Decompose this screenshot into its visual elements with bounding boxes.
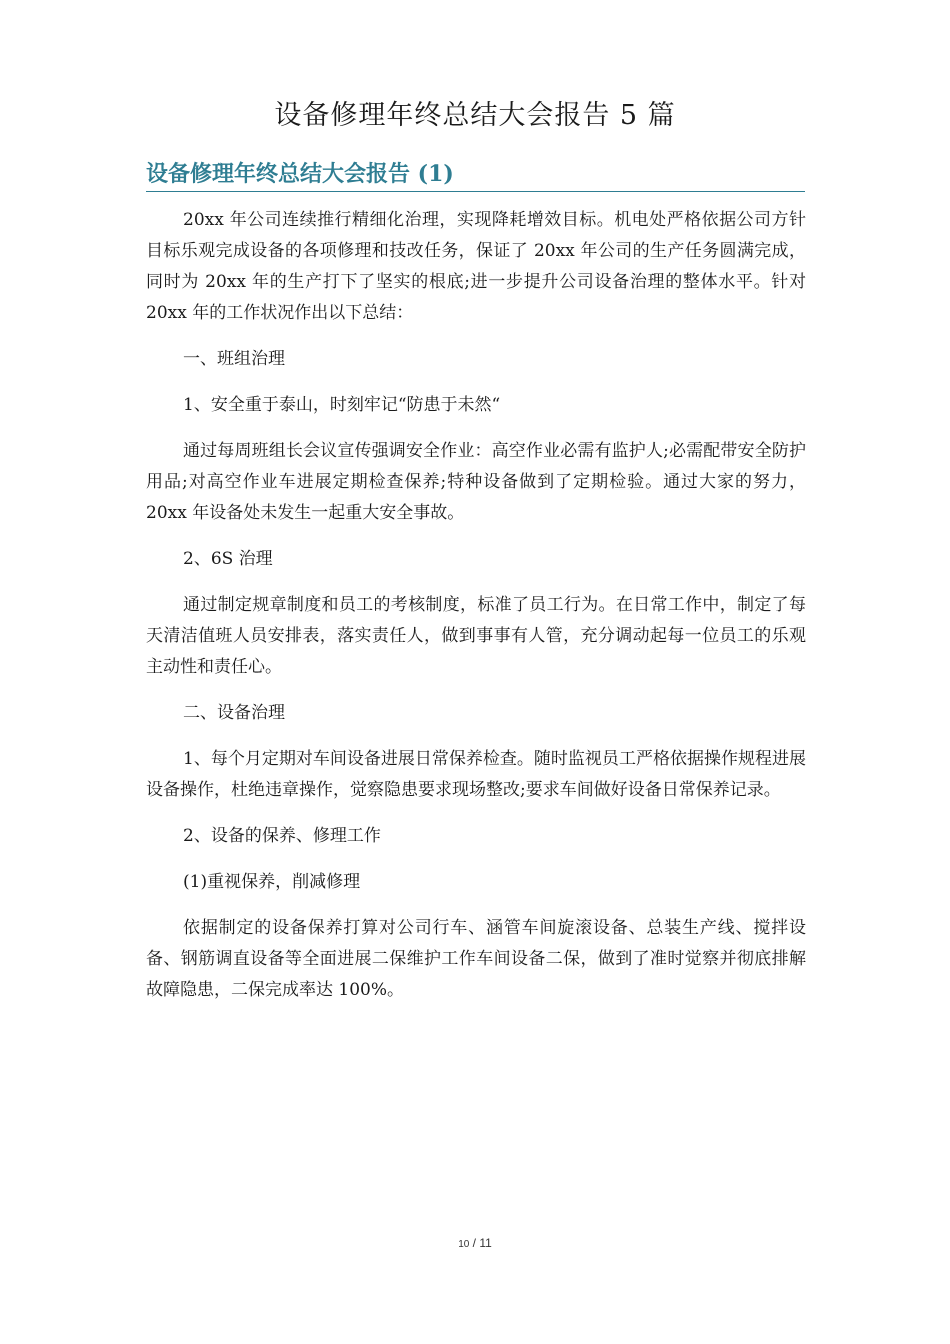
paragraph-intro: 20xx 年公司连续推行精细化治理，实现降耗增效目标。机电处严格依据公司方针目标乐观完成设备的各项修理和技改任务，保证了 20xx 年公司的生产任务圆满完成，同时为 20xx 年的生产打下了坚实的根底;进一步提升公司设备治理的整体水平。针对 20xx 年的工作状况作出以下总结： — [146, 210, 806, 323]
document-body — [146, 205, 806, 1021]
section-heading: 设备修理年终总结大会报告 (1) — [146, 158, 805, 192]
subheading-6s: 2、6S 治理 — [183, 549, 273, 569]
current-page-number: 10 — [458, 1239, 470, 1250]
page-separator: / — [469, 1236, 480, 1250]
total-pages: 11 — [479, 1236, 492, 1250]
heading-equipment-management: 二、设备治理 — [183, 703, 285, 723]
paragraph-monthly-inspection: 1、每个月定期对车间设备进展日常保养检查。随时监视员工严格依据操作规程进展设备操作，杜绝违章操作，觉察隐患要求现场整改;要求车间做好设备日常保养记录。 — [146, 749, 806, 800]
subheading-safety: 1、安全重于泰山，时刻牢记“防患于未然“ — [183, 395, 501, 415]
paragraph-6s: 通过制定规章制度和员工的考核制度，标准了员工行为。在日常工作中，制定了每天清洁值班人员安排表，落实责任人，做到事事有人管，充分调动起每一位员工的乐观主动性和责任心。 — [146, 595, 806, 677]
paragraph-maintenance-plan: 依据制定的设备保养打算对公司行车、涵管车间旋滚设备、总装生产线、搅拌设备、钢筋调直设备等全面进展二保维护工作车间设备二保，做到了准时觉察并彻底排解故障隐患，二保完成率达 100%。 — [146, 918, 806, 1000]
subheading-maintenance: 2、设备的保养、修理工作 — [183, 826, 381, 846]
page-number — [0, 1236, 950, 1250]
subheading-prevention: (1)重视保养，削减修理 — [183, 872, 361, 892]
heading-team-management: 一、班组治理 — [183, 349, 285, 369]
paragraph-safety: 通过每周班组长会议宣传强调安全作业：高空作业必需有监护人;必需配带安全防护用品;对高空作业车进展定期检查保养;特种设备做到了定期检验。通过大家的努力，20xx 年设备处未发生一起重大安全事故。 — [146, 441, 806, 523]
document-title: 设备修理年终总结大会报告 5 篇 — [274, 100, 676, 131]
